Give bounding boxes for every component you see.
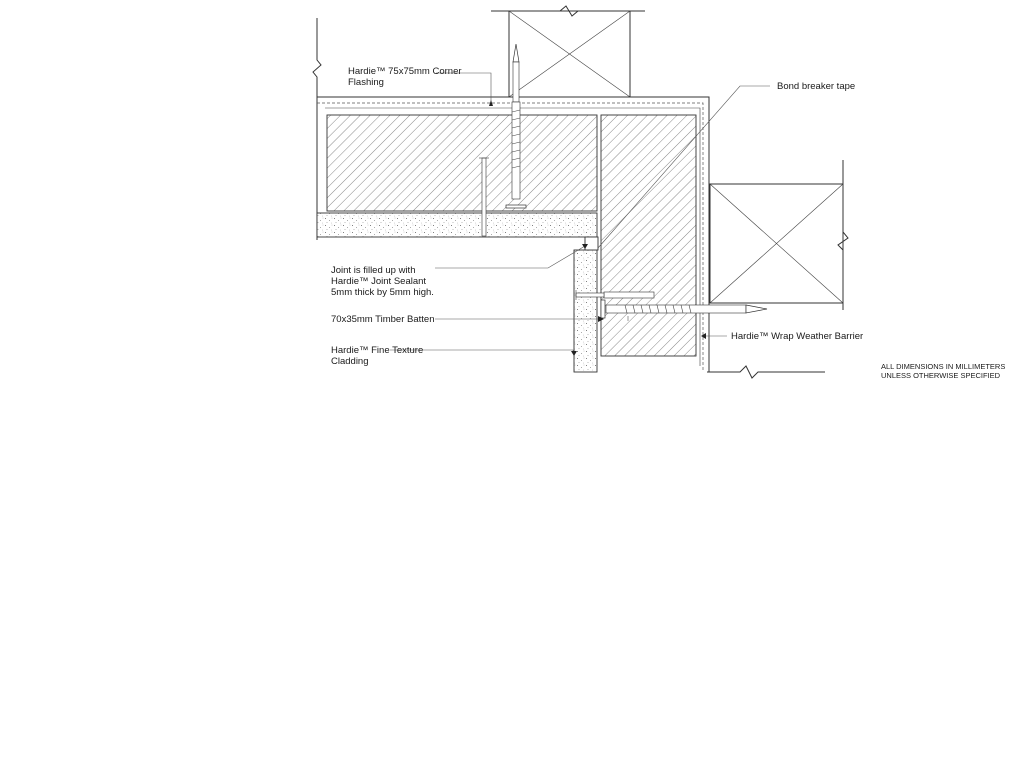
label-bond-breaker-tape: Bond breaker tape <box>777 81 856 92</box>
horizontal-cladding <box>317 213 597 237</box>
joint-sealant <box>585 237 598 250</box>
label-joint-sealant: Joint is filled up with Hardie™ Joint Sealant 5mm thick by 5mm high. <box>331 265 434 298</box>
label-fine-texture-cladding: Hardie™ Fine Texture Cladding <box>331 345 424 367</box>
vertical-cladding <box>574 250 597 372</box>
dimensions-note: ALL DIMENSIONS IN MILLIMETERS UNLESS OTHERWISE SPECIFIED <box>881 362 1006 380</box>
label-wrap-weather-barrier: Hardie™ Wrap Weather Barrier <box>731 331 864 342</box>
top-stud <box>509 11 630 97</box>
label-corner-flashing: Hardie™ 75x75mm Corner Flashing <box>348 66 462 88</box>
right-stud <box>710 184 843 303</box>
label-timber-batten: 70x35mm Timber Batten <box>331 314 435 325</box>
vertical-batten <box>601 115 696 356</box>
horizontal-batten <box>327 115 597 211</box>
